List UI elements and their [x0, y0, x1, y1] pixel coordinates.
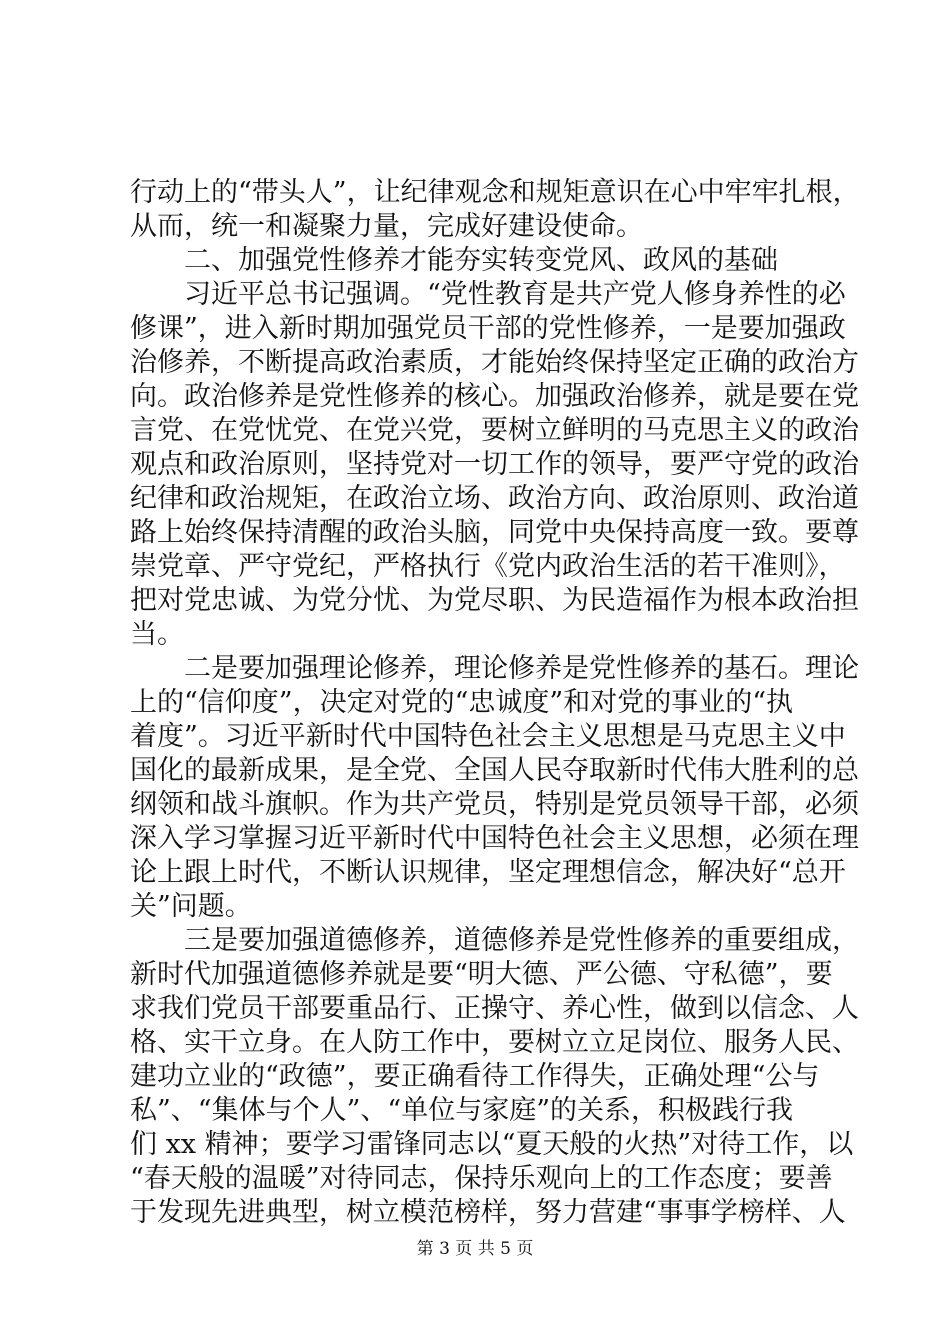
text-line: 纪律和政治规矩，在政治立场、政治方向、政治原则、政治道 — [130, 483, 859, 514]
text-line: 们 xx 精神；要学习雷锋同志以“夏天般的火热”对待工作，以 — [130, 1129, 854, 1160]
text-line: 纲领和战斗旗帜。作为共产党员，特别是党员领导干部，必须 — [130, 789, 859, 820]
text-line: 二是要加强理论修养，理论修养是党性修养的基石。理论 — [130, 653, 859, 684]
text-line: 修课”，进入新时期加强党员干部的党性修养，一是要加强政 — [130, 313, 846, 344]
text-line: “春天般的温暖”对待同志，保持乐观向上的工作态度；要善 — [130, 1163, 833, 1194]
text-line: 治修养，不断提高政治素质，才能始终保持坚定正确的政治方 — [130, 347, 859, 378]
text-line: 求我们党员干部要重品行、正操守、养心性，做到以信念、人 — [130, 993, 859, 1024]
section-heading: 二、加强党性修养才能夯实转变党风、政风的基础 — [130, 245, 778, 276]
text-line: 把对党忠诚、为党分忧、为党尽职、为民造福作为根本政治担 — [130, 585, 859, 616]
text-line: 向。政治修养是党性修养的核心。加强政治修养，就是要在党 — [130, 381, 859, 412]
text-line: 习近平总书记强调。“党性教育是共产党人修身养性的必 — [130, 279, 846, 310]
text-line: 从而，统一和凝聚力量，完成好建设使命。 — [130, 211, 643, 242]
text-line: 三是要加强道德修养，道德修养是党性修养的重要组成， — [130, 925, 859, 956]
text-line: 论上跟上时代，不断认识规律，坚定理想信念，解决好“总开 — [130, 857, 846, 888]
text-line: 深入学习掌握习近平新时代中国特色社会主义思想，必须在理 — [130, 823, 859, 854]
text-line: 格、实干立身。在人防工作中，要树立立足岗位、服务人民、 — [130, 1027, 859, 1058]
text-line: 建功立业的“政德”，要正确看待工作得失，正确处理“公与 — [130, 1061, 820, 1092]
text-line: 私”、“集体与个人”、“单位与家庭”的关系，积极践行我 — [130, 1095, 794, 1126]
text-line: 上的“信仰度”，决定对党的“忠诚度”和对党的事业的“执 — [130, 687, 794, 718]
text-line: 崇党章、严守党纪，严格执行《党内政治生活的若干准则》， — [130, 551, 846, 582]
page-number-footer: 第 3 页 共 5 页 — [416, 1239, 534, 1259]
text-line: 当。 — [130, 619, 184, 650]
text-line: 观点和政治原则，坚持党对一切工作的领导，要严守党的政治 — [130, 449, 859, 480]
text-line: 新时代加强道德修养就是要“明大德、严公德、守私德”，要 — [130, 959, 833, 990]
text-line: 路上始终保持清醒的政治头脑，同党中央保持高度一致。要尊 — [130, 517, 859, 548]
text-line: 言党、在党忧党、在党兴党，要树立鲜明的马克思主义的政治 — [130, 415, 859, 446]
text-line: 关”问题。 — [130, 891, 252, 922]
text-line: 于发现先进典型，树立模范榜样，努力营建“事事学榜样、人 — [130, 1197, 846, 1228]
text-line: 着度”。习近平新时代中国特色社会主义思想是马克思主义中 — [130, 721, 846, 752]
text-line: 行动上的“带头人”，让纪律观念和规矩意识在心中牢牢扎根， — [130, 177, 860, 208]
text-line: 国化的最新成果，是全党、全国人民夺取新时代伟大胜利的总 — [130, 755, 859, 786]
